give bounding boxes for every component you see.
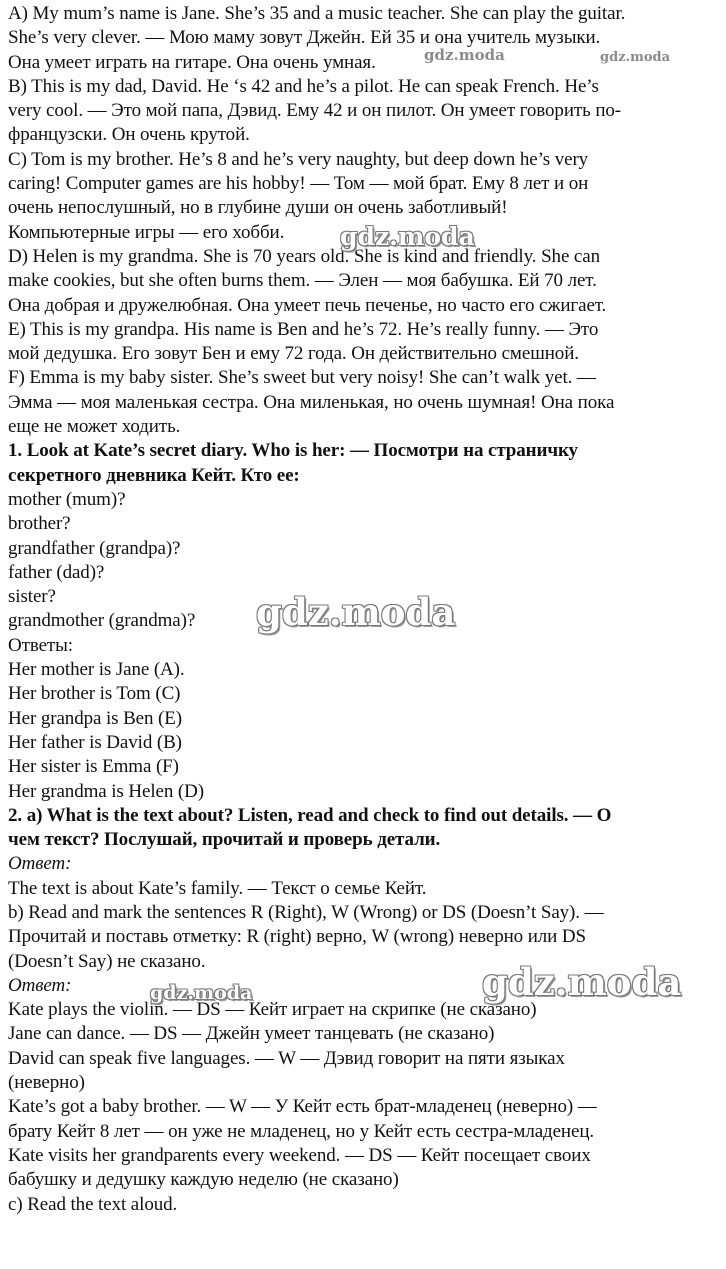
text-line: Her sister is Emma (F) xyxy=(8,756,179,778)
text-line: (Doesn’t Say) не сказано. xyxy=(8,950,206,972)
text-line: F) Emma is my baby sister. She’s sweet but very noisy! She can’t walk yet. — xyxy=(8,367,596,389)
text-line: еще не может ходить. xyxy=(8,416,181,438)
text-line: very cool. — Это мой папа, Дэвид. Ему 42 и он пилот. Он умеет говорить по- xyxy=(8,100,622,122)
text-line: бабушку и дедушку каждую неделю (не сказано) xyxy=(8,1169,399,1191)
text-line: make cookies, but she often burns them. — Элен — моя бабушка. Ей 70 лет. xyxy=(8,270,597,292)
watermark-small-2: gdz.moda xyxy=(600,50,671,65)
text-line: 1. Look at Kate’s secret diary. Who is her: — Посмотри на страничку xyxy=(8,440,578,462)
text-line: Jane can dance. — DS — Джейн умеет танцевать (не сказано) xyxy=(8,1023,495,1045)
text-line: b) Read and mark the sentences R (Right), W (Wrong) or DS (Doesn’t Say). — xyxy=(8,901,604,923)
text-line: B) This is my dad, David. He ‘s 42 and he’s a pilot. He can speak French. He’s xyxy=(8,75,599,97)
text-line: Her father is David (B) xyxy=(8,731,182,753)
text-line: brother? xyxy=(8,513,71,535)
text-line: mother (mum)? xyxy=(8,488,126,510)
text-line: grandfather (grandpa)? xyxy=(8,537,181,559)
watermark-small-3: gdz.moda xyxy=(150,982,253,1004)
text-line: Ответ: xyxy=(8,974,72,996)
text-line: D) Helen is my grandma. She is 70 years old. She is kind and friendly. She can xyxy=(8,245,600,267)
text-line: секретного дневника Кейт. Кто ее: xyxy=(8,464,300,486)
text-line: Компьютерные игры — его хобби. xyxy=(8,221,285,243)
watermark-large-2: gdz.moda xyxy=(482,960,682,1004)
watermark-medium-1: gdz.moda xyxy=(340,222,475,251)
text-line: Kate’s got a baby brother. — W — У Кейт есть брат-младенец (неверно) — xyxy=(8,1096,597,1118)
text-line: She’s very clever. — Мою маму зовут Джейн. Ей 35 и она учитель музыки. xyxy=(8,27,601,49)
text-line: A) My mum’s name is Jane. She’s 35 and a music teacher. She can play the guitar. xyxy=(8,3,626,24)
text-line: чем текст? Послушай, прочитай и проверь детали. xyxy=(8,829,441,851)
text-line: sister? xyxy=(8,586,56,608)
text-line: Kate plays the violin. — DS — Кейт играет на скрипке (не сказано) xyxy=(8,999,537,1021)
text-line: father (dad)? xyxy=(8,561,105,583)
text-line: Она добрая и дружелюбная. Она умеет печь печенье, но часто его сжигает. xyxy=(8,294,607,316)
text-line: The text is about Kate’s family. — Текст о семье Кейт. xyxy=(8,877,427,899)
text-line: c) Read the text aloud. xyxy=(8,1193,178,1215)
text-line: caring! Computer games are his hobby! — Том — мой брат. Ему 8 лет и он xyxy=(8,173,589,195)
text-line: 2. a) What is the text about? Listen, read and check to find out details. — О xyxy=(8,804,612,826)
text-line: Her grandpa is Ben (E) xyxy=(8,707,183,729)
watermark-large-1: gdz.moda xyxy=(256,590,456,634)
watermark-small-1: gdz.moda xyxy=(424,46,505,64)
text-line: Her mother is Jane (A). xyxy=(8,659,185,681)
text-line: C) Tom is my brother. He’s 8 and he’s very naughty, but deep down he’s very xyxy=(8,148,589,170)
text-line: Kate visits her grandparents every weekend. — DS — Кейт посещает своих xyxy=(8,1144,591,1166)
text-line: очень непослушный, но в глубине души он очень заботливый! xyxy=(8,197,508,219)
text-line: Ответы: xyxy=(8,634,73,656)
text-line: Она умеет играть на гитаре. Она очень умная. xyxy=(8,51,376,73)
text-line: Эмма — моя маленькая сестра. Она миленькая, но очень шумная! Она пока xyxy=(8,391,615,413)
text-line: Прочитай и поставь отметку: R (right) верно, W (wrong) неверно или DS xyxy=(8,926,586,948)
text-line: Her brother is Tom (C) xyxy=(8,683,181,705)
text-line: французски. Он очень крутой. xyxy=(8,124,250,146)
text-line: Ответ: xyxy=(8,853,72,875)
text-line: David can speak five languages. — W — Дэвид говорит на пяти языках xyxy=(8,1047,565,1069)
text-line: E) This is my grandpa. His name is Ben and he’s 72. He’s really funny. — Это xyxy=(8,318,599,340)
text-line: grandmother (grandma)? xyxy=(8,610,196,632)
text-line: брату Кейт 8 лет — он уже не младенец, но у Кейт есть сестра-младенец. xyxy=(8,1120,595,1142)
text-line: Her grandma is Helen (D) xyxy=(8,780,204,802)
text-line: (неверно) xyxy=(8,1072,85,1094)
text-line: мой дедушка. Его зовут Бен и ему 72 года. Он действительно смешной. xyxy=(8,343,579,365)
